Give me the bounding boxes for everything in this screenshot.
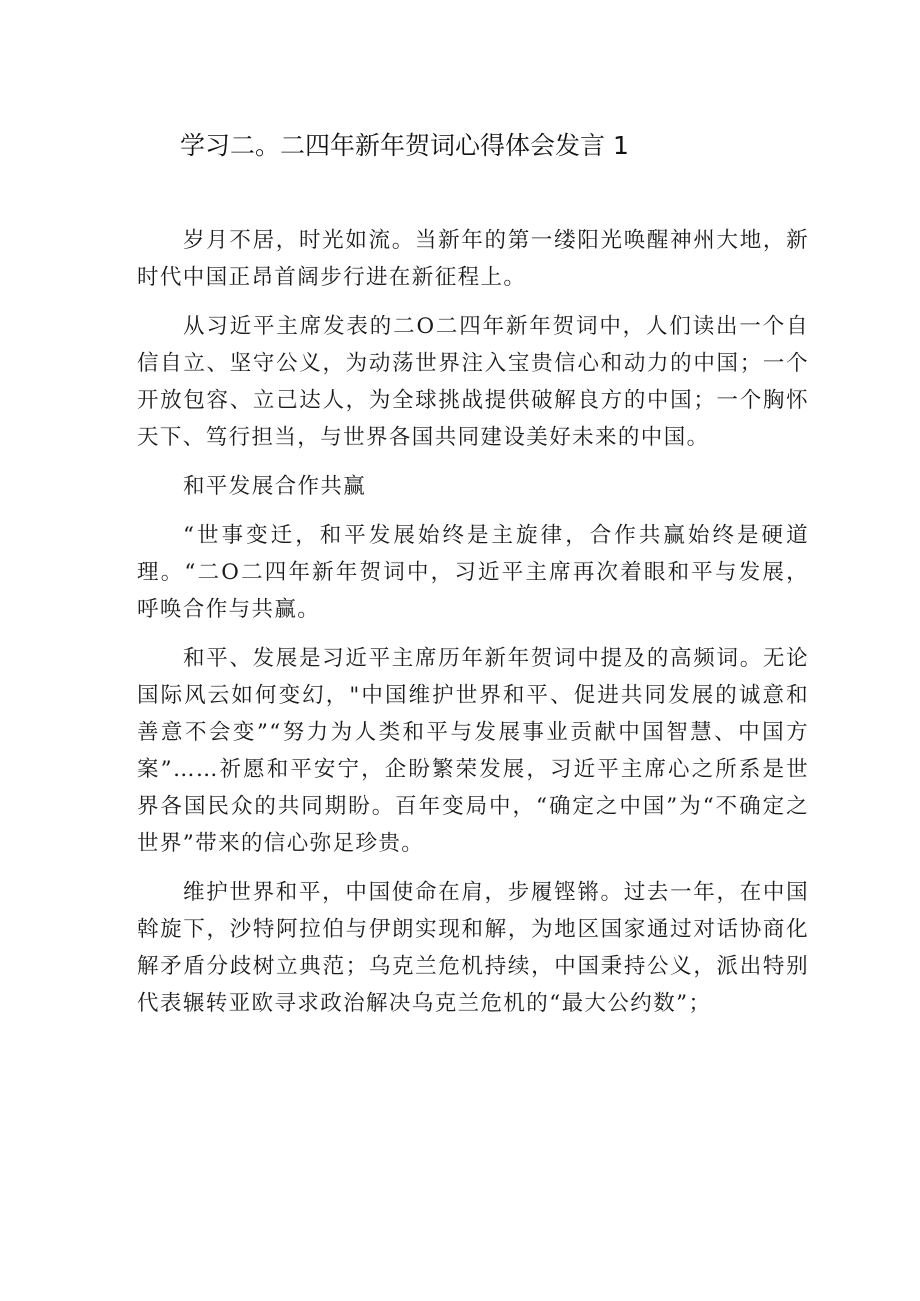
paragraph-world-peace: 维护世界和平，中国使命在肩，步履铿锵。过去一年，在中国斡旋下，沙特阿拉伯与伊朗实现和解，为地区国家通过对话协商化解矛盾分歧树立典范；乌克兰危机持续，中国秉持公义，派出特别代表辗转亚欧寻求政治解决乌克兰危机的“最大公约数”；: [137, 880, 809, 1016]
paragraph-opening: 岁月不居，时光如流。当新年的第一缕阳光唤醒神州大地，新时代中国正昂首阔步行进在新征程上。: [137, 228, 809, 290]
paragraph-quote: “世事变迁，和平发展始终是主旋律，合作共赢始终是硬道理。“二O二四年新年贺词中，习近平主席再次着眼和平与发展，呼唤合作与共赢。: [137, 523, 809, 622]
paragraph-new-year-message: 从习近平主席发表的二O二四年新年贺词中，人们读出一个自信自立、坚守公义，为动荡世界注入宝贵信心和动力的中国；一个开放包容、立己达人，为全球挑战提供破解良方的中国；一个胸怀天下、笃行担当，与世界各国共同建设美好未来的中国。: [137, 314, 809, 450]
document-body: [137, 222, 809, 1034]
section-heading: 和平发展合作共赢: [183, 474, 367, 499]
paragraph-peace-development: 和平、发展是习近平主席历年新年贺词中提及的高频词。无论国际风云如何变幻，"中国维护世界和平、促进共同发展的诚意和善意不会变”“努力为人类和平与发展事业贡献中国智慧、中国方案”……祈愿和平安宁，企盼繁荣发展，习近平主席心之所系是世界各国民众的共同期盼。百年变局中，“确定之中国”为“不确定之世界”带来的信心弥足珍贵。: [137, 646, 809, 856]
document-title: 学习二。二四年新年贺词心得体会发言 1: [180, 131, 629, 160]
